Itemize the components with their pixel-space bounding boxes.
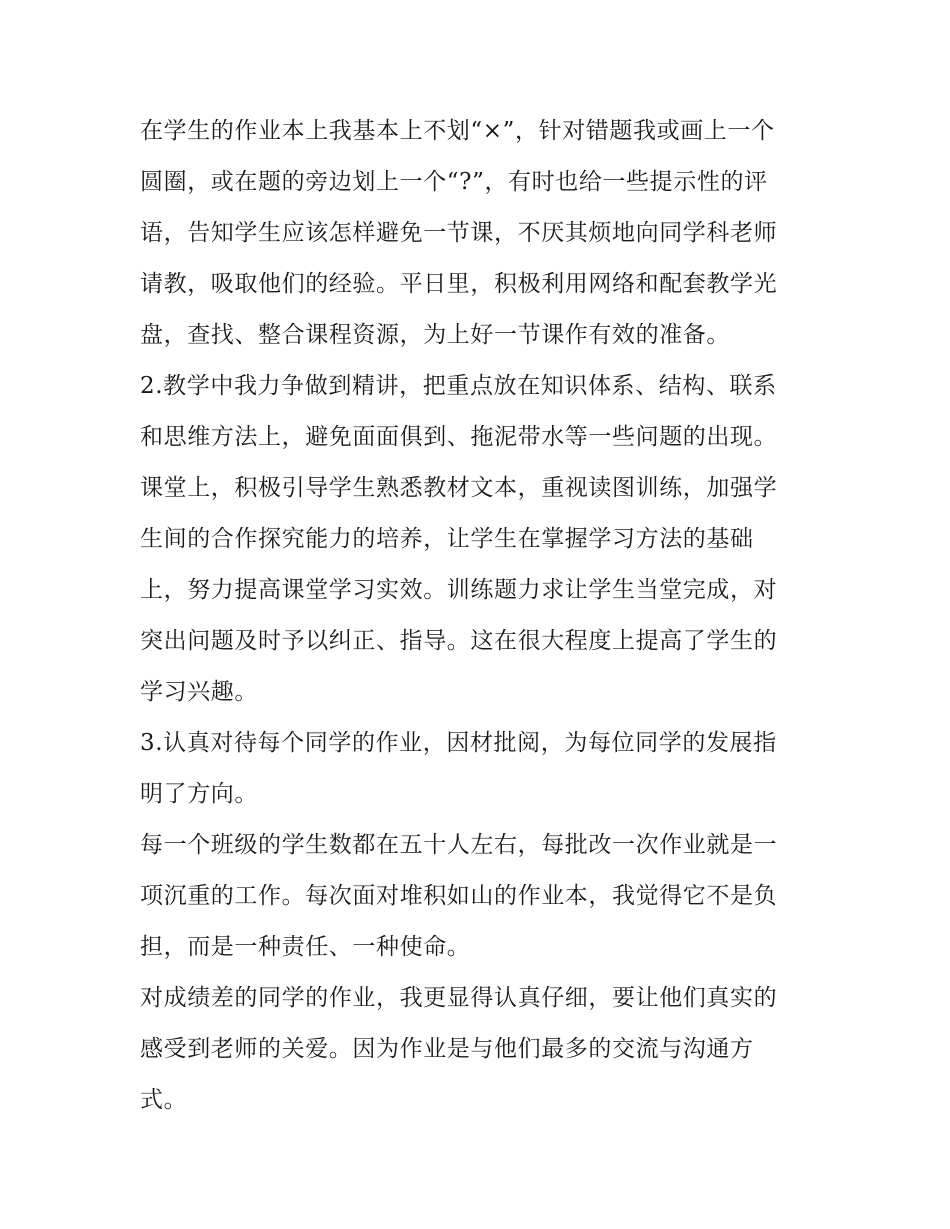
text-line: 语，告知学生应该怎样避免一节课，不厌其烦地向同学科老师 xyxy=(140,220,778,246)
text-line: 3.认真对待每个同学的作业，因材批阅，为每位同学的发展指 xyxy=(140,730,777,756)
text-line: 突出问题及时予以纠正、指导。这在很大程度上提高了学生的 xyxy=(140,628,778,654)
text-line: 课堂上，积极引导学生熟悉教材文本，重视读图训练，加强学 xyxy=(140,475,778,501)
text-line: 明了方向。 xyxy=(140,781,258,807)
text-line: 圆圈，或在题的旁边划上一个“?”，有时也给一些提示性的评 xyxy=(140,169,768,195)
text-line: 项沉重的工作。每次面对堆积如山的作业本，我觉得它不是负 xyxy=(140,883,778,909)
text-line: 对成绩差的同学的作业，我更显得认真仔细，要让他们真实的 xyxy=(140,985,778,1011)
text-line: 和思维方法上，避免面面俱到、拖泥带水等一些问题的出现。 xyxy=(140,424,778,450)
text-line: 感受到老师的关爱。因为作业是与他们最多的交流与沟通方 xyxy=(140,1036,754,1062)
body-text xyxy=(140,106,820,1126)
text-line: 请教，吸取他们的经验。平日里，积极利用网络和配套教学光 xyxy=(140,271,778,297)
text-line: 每一个班级的学生数都在五十人左右，每批改一次作业就是一 xyxy=(140,832,778,858)
text-line: 2.教学中我力争做到精讲，把重点放在知识体系、结构、联系 xyxy=(140,373,777,399)
text-line: 学习兴趣。 xyxy=(140,679,258,705)
text-line: 式。 xyxy=(140,1087,188,1113)
text-line: 生间的合作探究能力的培养，让学生在掌握学习方法的基础 xyxy=(140,526,754,552)
text-line: 在学生的作业本上我基本上不划“×”，针对错题我或画上一个 xyxy=(140,118,775,144)
text-line: 上，努力提高课堂学习实效。训练题力求让学生当堂完成，对 xyxy=(140,577,778,603)
text-line: 盘，查找、整合课程资源，为上好一节课作有效的准备。 xyxy=(140,322,730,348)
text-line: 担，而是一种责任、一种使命。 xyxy=(140,934,471,960)
